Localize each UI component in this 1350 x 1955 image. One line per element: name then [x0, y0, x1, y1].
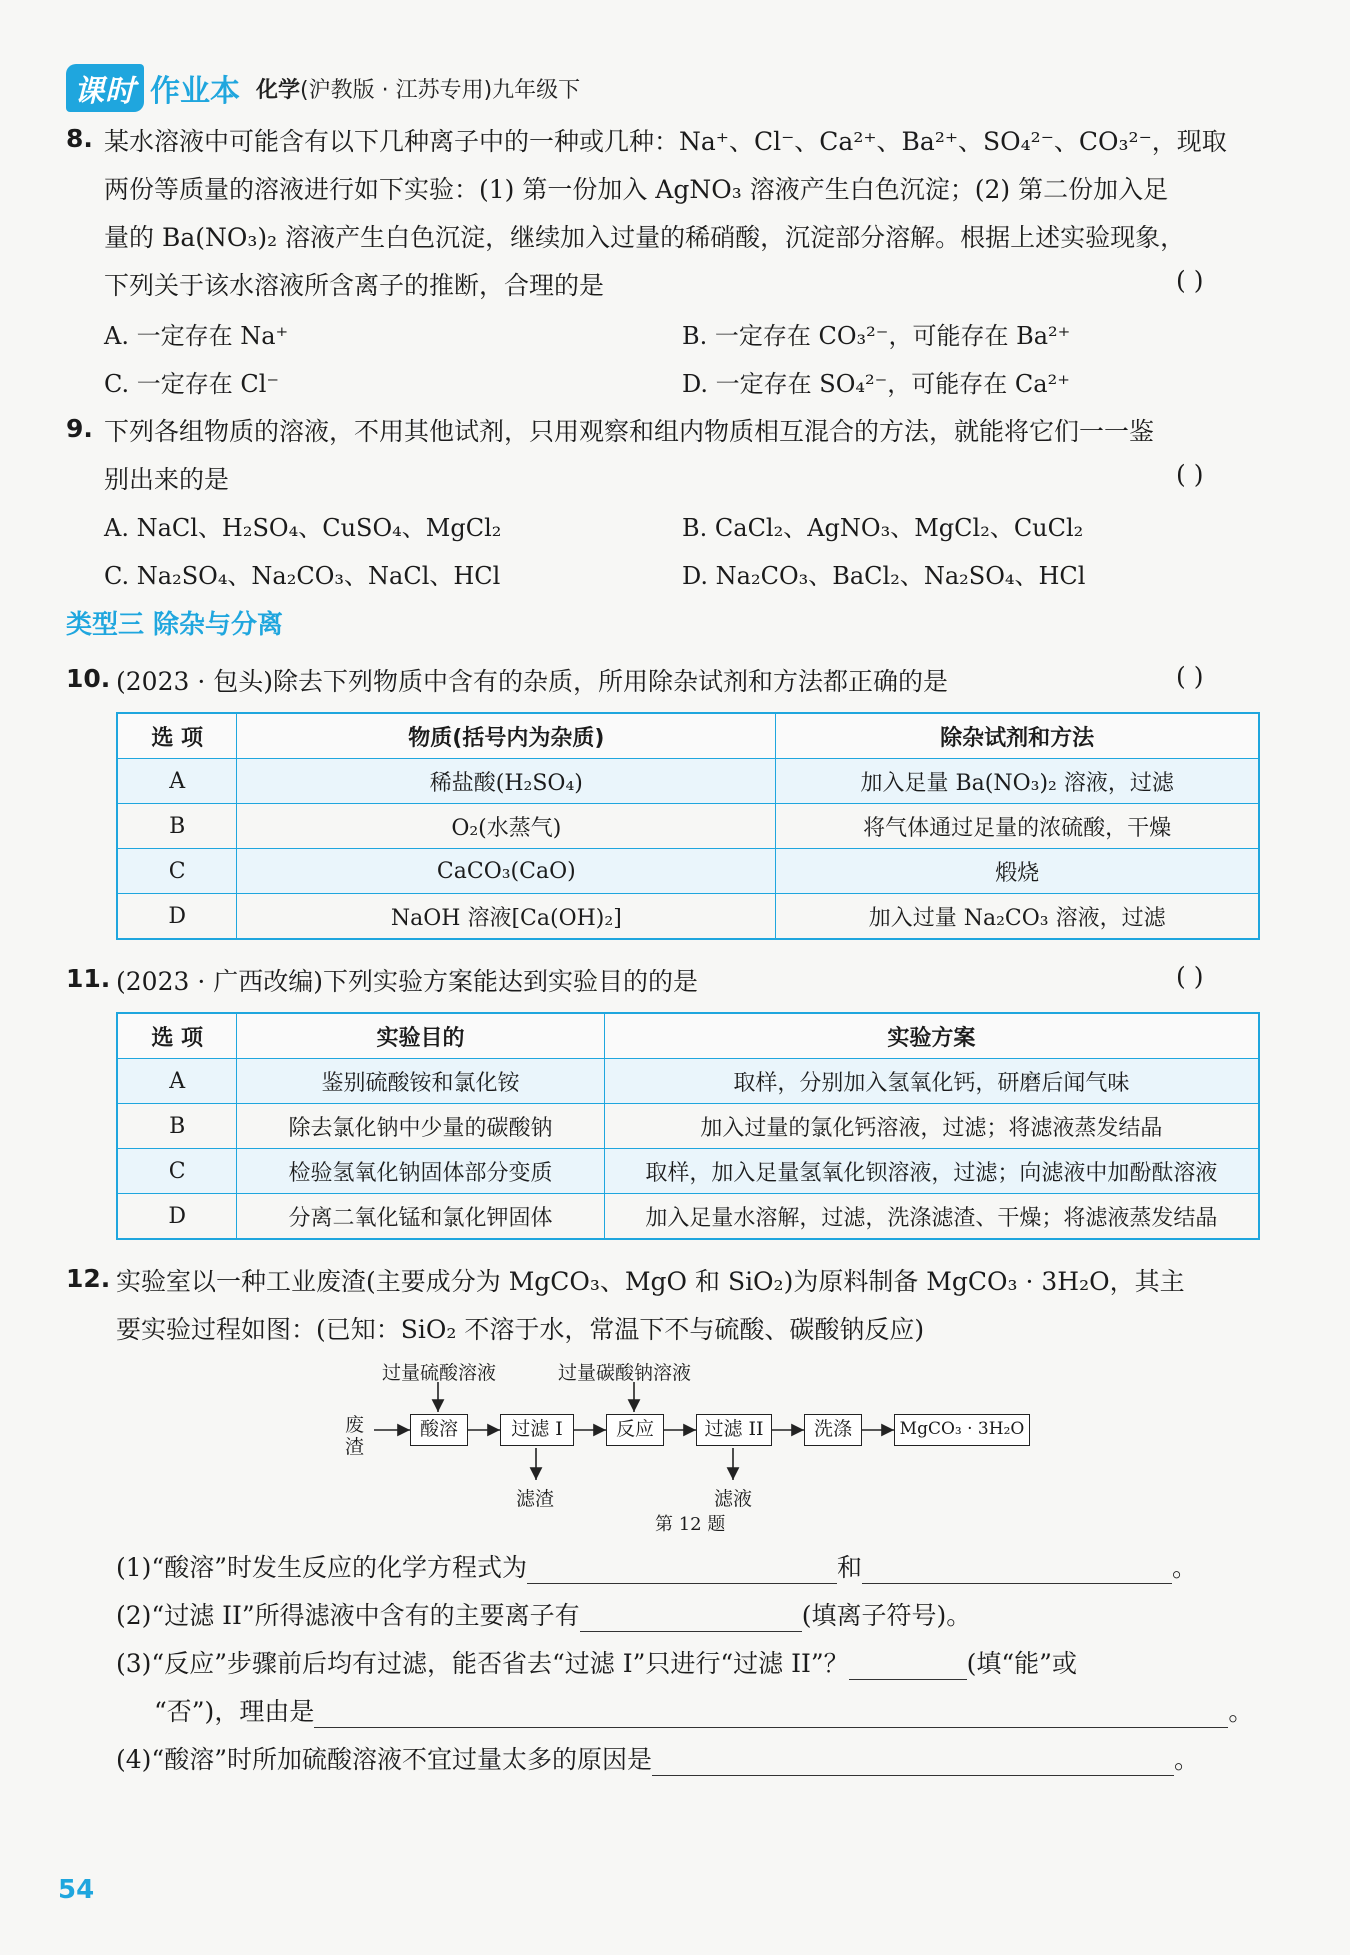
table-cell: CaCO₃(CaO): [237, 849, 776, 894]
option-c: C. Na₂SO₄、Na₂CO₃、NaCl、HCl: [104, 562, 501, 590]
book-logo: [66, 64, 240, 112]
flow-step-filter-1: 过滤 I: [500, 1414, 574, 1446]
table-cell: B: [117, 1104, 237, 1149]
table-cell: 稀盐酸(H₂SO₄): [237, 759, 776, 804]
option-a: A. 一定存在 Na⁺: [104, 322, 289, 350]
option-d: D. 一定存在 SO₄²⁻，可能存在 Ca²⁺: [682, 370, 1070, 398]
table-cell: C: [117, 849, 237, 894]
flow-step-reaction: 反应: [606, 1414, 664, 1446]
col-header: 实验方案: [604, 1013, 1259, 1059]
table-cell: A: [117, 759, 237, 804]
table-cell: O₂(水蒸气): [237, 804, 776, 849]
sub-question-text: 。: [1228, 1697, 1254, 1726]
question-text: 量的 Ba(NO₃)₂ 溶液产生白色沉淀，继续加入过量的稀硝酸，沉淀部分溶解。根据上述实验现象，: [104, 223, 1186, 252]
impurity-table: [116, 712, 1260, 940]
answer-blank[interactable]: [527, 1553, 837, 1584]
table-cell: C: [117, 1149, 237, 1194]
col-header: 选 项: [117, 1013, 237, 1059]
table-row: [117, 759, 1259, 804]
question-text: 某水溶液中可能含有以下几种离子中的一种或几种：Na⁺、Cl⁻、Ca²⁺、Ba²⁺、SO₄²⁻、CO₃²⁻，现取: [104, 127, 1227, 156]
question-number: 9.: [66, 414, 93, 443]
table-row: [117, 849, 1259, 894]
flow-reagent-1: 过量硫酸溶液: [382, 1362, 497, 1384]
question-text: (2023 · 包头)除去下列物质中含有的杂质，所用除杂试剂和方法都正确的是: [116, 667, 948, 696]
table-cell: B: [117, 804, 237, 849]
question-number: 8.: [66, 124, 93, 153]
question-number: 12.: [66, 1264, 111, 1293]
sub-question-text: (2)“过滤 II”所得滤液中含有的主要离子有: [116, 1601, 580, 1630]
table-cell: D: [117, 894, 237, 940]
logo-text: 作业本: [150, 74, 240, 109]
sub-question-text: (1)“酸溶”时发生反应的化学方程式为: [116, 1553, 527, 1582]
experiment-table: [116, 1012, 1260, 1240]
answer-blank[interactable]: [580, 1601, 802, 1632]
section-title: 类型三 除杂与分离: [66, 610, 284, 640]
answer-blank[interactable]: [862, 1553, 1172, 1584]
sub-question-text: “否”)，理由是: [154, 1697, 315, 1726]
question-text: 下列关于该水溶液所含离子的推断，合理的是: [104, 271, 605, 300]
table-row: [117, 1149, 1259, 1194]
table-cell: 加入过量 Na₂CO₃ 溶液，过滤: [776, 894, 1259, 940]
col-header: 选 项: [117, 713, 237, 759]
flow-step-filter-2: 过滤 II: [696, 1414, 772, 1446]
question-text: 下列各组物质的溶液，不用其他试剂，只用观察和组内物质相互混合的方法，就能将它们一一鉴: [104, 417, 1155, 446]
table-cell: 取样，加入足量氢氧化钡溶液，过滤；向滤液中加酚酞溶液: [604, 1149, 1259, 1194]
option-b: B. 一定存在 CO₃²⁻，可能存在 Ba²⁺: [682, 322, 1071, 350]
table-header-row: [117, 713, 1259, 759]
option-b: B. CaCl₂、AgNO₃、MgCl₂、CuCl₂: [682, 514, 1084, 542]
table-header-row: [117, 1013, 1259, 1059]
table-row: [117, 1104, 1259, 1149]
flow-step-wash: 洗涤: [804, 1414, 862, 1446]
table-cell: 除去氯化钠中少量的碳酸钠: [237, 1104, 604, 1149]
table-row: [117, 1059, 1259, 1104]
flow-step-acid-dissolve: 酸溶: [410, 1414, 468, 1446]
table-row: [117, 894, 1259, 940]
option-d: D. Na₂CO₃、BaCl₂、Na₂SO₄、HCl: [682, 562, 1086, 590]
table-cell: A: [117, 1059, 237, 1104]
table-cell: 分离二氧化锰和氯化钾固体: [237, 1194, 604, 1240]
answer-bracket[interactable]: ( ): [1176, 266, 1204, 295]
table-cell: D: [117, 1194, 237, 1240]
header-subtitle: [256, 73, 580, 104]
flow-output-residue: 滤渣: [516, 1488, 555, 1510]
table-cell: 检验氢氧化钠固体部分变质: [237, 1149, 604, 1194]
question-text: 两份等质量的溶液进行如下实验：(1) 第一份加入 AgNO₃ 溶液产生白色沉淀；(2) 第二份加入足: [104, 175, 1169, 204]
sub-question-text: 。: [1172, 1553, 1198, 1582]
option-c: C. 一定存在 Cl⁻: [104, 370, 280, 398]
page-header: [66, 68, 580, 108]
answer-blank[interactable]: [849, 1649, 967, 1680]
question-text: 实验室以一种工业废渣(主要成分为 MgCO₃、MgO 和 SiO₂)为原料制备 MgCO₃ · 3H₂O，其主: [116, 1267, 1185, 1296]
sub-question-2: [116, 1596, 971, 1632]
sub-question-4: [116, 1740, 1199, 1776]
table-cell: 加入足量 Ba(NO₃)₂ 溶液，过滤: [776, 759, 1259, 804]
option-a: A. NaCl、H₂SO₄、CuSO₄、MgCl₂: [104, 514, 502, 542]
table-cell: 将气体通过足量的浓硫酸，干燥: [776, 804, 1259, 849]
table-row: [117, 804, 1259, 849]
sub-question-text: (3)“反应”步骤前后均有过滤，能否省去“过滤 I”只进行“过滤 II”？: [116, 1649, 849, 1678]
answer-blank[interactable]: [314, 1697, 1228, 1728]
table-cell: 煅烧: [776, 849, 1259, 894]
question-number: 11.: [66, 964, 111, 993]
sub-question-text: (填离子符号)。: [801, 1601, 972, 1630]
answer-bracket[interactable]: ( ): [1176, 962, 1204, 991]
table-cell: 鉴别硫酸铵和氯化铵: [237, 1059, 604, 1104]
question-text: 别出来的是: [104, 465, 230, 494]
answer-bracket[interactable]: ( ): [1176, 460, 1204, 489]
question-number: 10.: [66, 664, 111, 693]
sub-question-3-reason: [154, 1692, 1253, 1728]
table-cell: 取样，分别加入氢氧化钙，研磨后闻气味: [604, 1059, 1259, 1104]
edition: (沪教版 · 江苏专用)九年级下: [300, 77, 581, 103]
flow-product: MgCO₃ · 3H₂O: [894, 1414, 1030, 1446]
page-number: 54: [58, 1875, 95, 1905]
sub-question-text: (4)“酸溶”时所加硫酸溶液不宜过量太多的原因是: [116, 1745, 652, 1774]
table-cell: 加入足量水溶解，过滤，洗涤滤渣、干燥；将滤液蒸发结晶: [604, 1194, 1259, 1240]
sub-question-text: 。: [1173, 1745, 1199, 1774]
flow-reagent-2: 过量碳酸钠溶液: [558, 1362, 692, 1384]
table-cell: 加入过量的氯化钙溶液，过滤；将滤液蒸发结晶: [604, 1104, 1259, 1149]
table-cell: NaOH 溶液[Ca(OH)₂]: [237, 894, 776, 940]
sub-question-text: (填“能”或: [966, 1649, 1077, 1678]
subject: 化学: [256, 77, 301, 103]
col-header: 物质(括号内为杂质): [237, 713, 776, 759]
figure-caption: 第 12 题: [655, 1514, 726, 1535]
sub-question-1: [116, 1548, 1197, 1584]
sub-question-text: 和: [836, 1553, 862, 1582]
col-header: 除杂试剂和方法: [776, 713, 1259, 759]
answer-bracket[interactable]: ( ): [1176, 662, 1204, 691]
question-text: (2023 · 广西改编)下列实验方案能达到实验目的的是: [116, 967, 698, 996]
logo-mark: 课时: [66, 64, 144, 112]
question-text: 要实验过程如图：(已知：SiO₂ 不溶于水，常温下不与硫酸、碳酸钠反应): [116, 1315, 925, 1344]
col-header: 实验目的: [237, 1013, 604, 1059]
flow-output-filtrate: 滤液: [714, 1488, 753, 1510]
flow-input-label: 废渣: [345, 1414, 365, 1458]
answer-blank[interactable]: [652, 1745, 1174, 1776]
table-row: [117, 1194, 1259, 1240]
sub-question-3: [116, 1644, 1077, 1680]
